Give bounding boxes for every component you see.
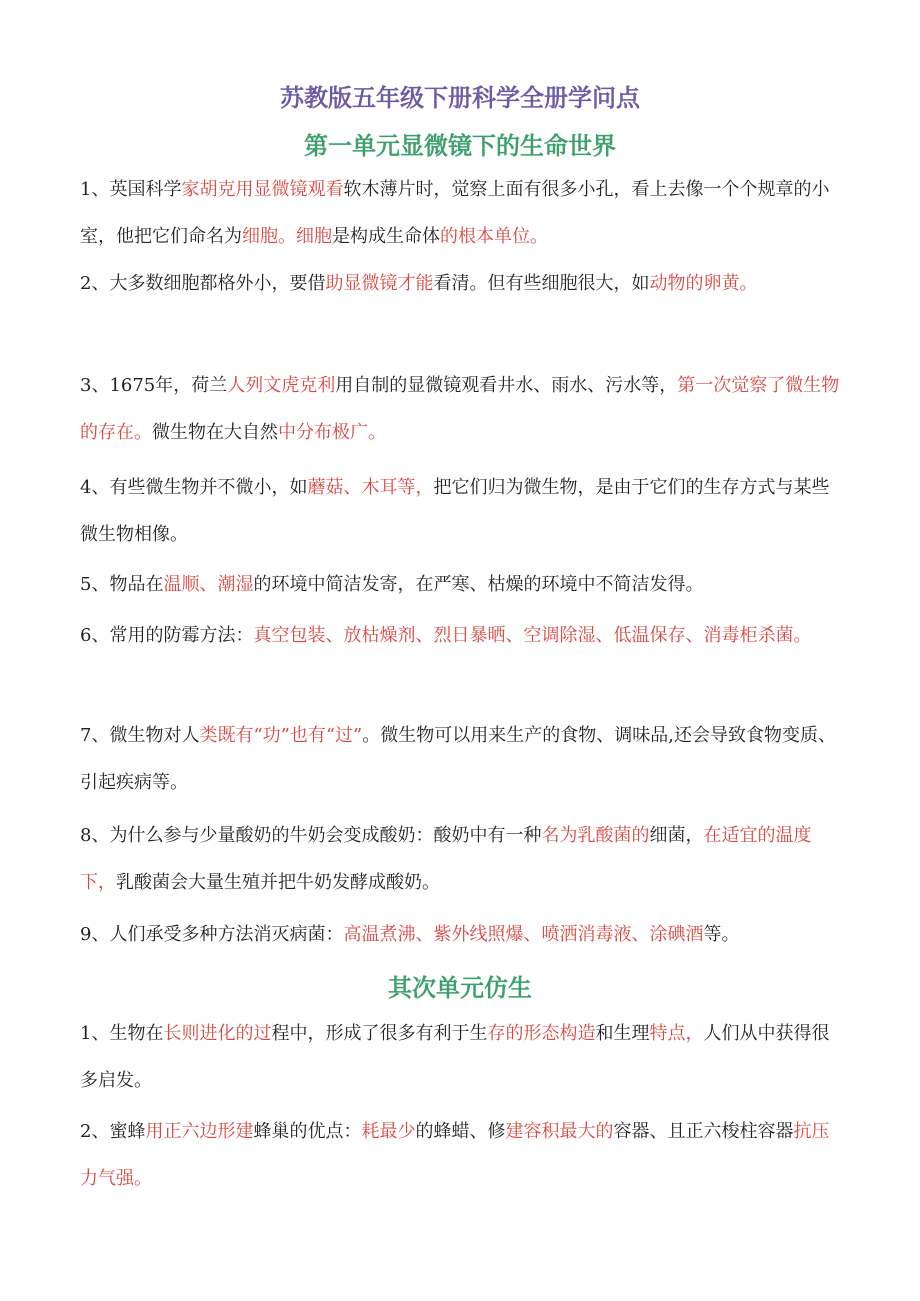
list-item <box>80 260 845 307</box>
list-item <box>80 464 845 558</box>
highlighted-text: 建容积最大的 <box>505 1121 614 1142</box>
highlighted-text: 名为乳酸菌的 <box>541 825 650 846</box>
body-text: 4、有些微生物并不微小，如 <box>80 477 308 498</box>
body-text: 1、生物在 <box>80 1023 164 1044</box>
list-item <box>80 1108 845 1202</box>
list-item <box>80 561 845 608</box>
body-text: 6、常用的防霉方法： <box>80 625 254 646</box>
list-item <box>80 1010 845 1104</box>
highlighted-text: 第一次觉察了微生物的存在。 <box>80 375 840 443</box>
body-text: 乳酸菌会大量生殖并把牛奶发酵成酸奶。 <box>116 872 440 893</box>
highlighted-text: 助显微镜才能 <box>325 273 434 294</box>
body-text: 人们从中获得很多启发。 <box>80 1023 830 1091</box>
body-text: 细菌， <box>649 825 704 846</box>
highlighted-text: 抗压力气强。 <box>80 1121 830 1189</box>
body-text: 2、蜜蜂 <box>80 1121 146 1142</box>
highlighted-text: 温顺、潮湿 <box>163 574 254 595</box>
body-text: 软木薄片时，觉察上面有很多小孔，看上去像一个个规章的小室，他把它们命名为 <box>80 179 830 247</box>
highlighted-text: 家胡克用显微镜观看 <box>181 179 344 200</box>
body-text: 微生物在大自然 <box>152 422 278 443</box>
document-title: 苏教版五年级下册科学全册学问点 <box>280 83 640 112</box>
body-text: 3、1675年，荷兰 <box>80 375 228 396</box>
body-text: 程中，形成了很多有利于生 <box>271 1023 488 1044</box>
highlighted-text: 的根本单位。 <box>440 226 548 247</box>
highlighted-text: 长则进化的过 <box>163 1023 272 1044</box>
list-item <box>80 612 845 659</box>
highlighted-text: 人列文虎克利 <box>227 375 336 396</box>
body-text: 容器、且正六梭柱容器 <box>613 1121 794 1142</box>
body-text: 8、为什么参与少量酸奶的牛奶会变成酸奶：酸奶中有一种 <box>80 825 542 846</box>
body-text: 看清。但有些细胞很大，如 <box>433 273 650 294</box>
highlighted-text: 在适宜的温度下， <box>80 825 812 893</box>
body-text: 把它们归为微生物，是由于它们的生存方式与某些微生物相像。 <box>80 477 830 545</box>
highlighted-text: 细胞。细胞 <box>242 226 332 247</box>
highlighted-text: 耗最少 <box>361 1121 416 1142</box>
body-text: 5、物品在 <box>80 574 164 595</box>
highlighted-text: 类既有“功”也有“过” <box>199 725 363 746</box>
body-text: 9、人们承受多种方法消灭病菌： <box>80 924 344 945</box>
body-text: 用自制的显微镜观看井水、雨水、污水等， <box>335 375 678 396</box>
highlighted-text: 中分布极广。 <box>278 422 386 443</box>
highlighted-text: 蘑菇、木耳等， <box>307 477 434 498</box>
body-text: 7、微生物对人 <box>80 725 200 746</box>
list-item <box>80 812 845 906</box>
body-text: 的蜂蜡、修 <box>415 1121 506 1142</box>
body-text: 是构成生命体 <box>332 226 440 247</box>
unit1-heading: 第一单元显微镜下的生命世界 <box>304 131 616 160</box>
body-text: 1、英国科学 <box>80 179 182 200</box>
body-text: 等。 <box>703 924 740 945</box>
unit2-heading: 其次单元仿生 <box>388 973 532 1002</box>
body-text: 和生理 <box>595 1023 650 1044</box>
highlighted-text: 用正六边形建 <box>145 1121 254 1142</box>
highlighted-text: 存的形态构造 <box>487 1023 596 1044</box>
body-text: 蜂巢的优点： <box>253 1121 362 1142</box>
list-item <box>80 362 845 456</box>
body-text: 的环境中简洁发寄，在严寒、枯燥的环境中不简洁发得。 <box>253 574 704 595</box>
highlighted-text: 动物的卵黄。 <box>649 273 758 294</box>
list-item <box>80 911 845 958</box>
list-item <box>80 166 845 260</box>
list-item <box>80 712 845 806</box>
body-text: 2、大多数细胞都格外小，要借 <box>80 273 326 294</box>
highlighted-text: 真空包装、放枯燥剂、烈日暴晒、空调除湿、低温保存、消毒柜杀菌。 <box>253 625 812 646</box>
body-text: 。微生物可以用来生产的食物、调味品,还会导致食物变质、引起疾病等。 <box>80 725 836 793</box>
highlighted-text: 特点， <box>649 1023 704 1044</box>
highlighted-text: 高温煮沸、紫外线照爆、喷洒消毒液、涂碘酒 <box>343 924 704 945</box>
